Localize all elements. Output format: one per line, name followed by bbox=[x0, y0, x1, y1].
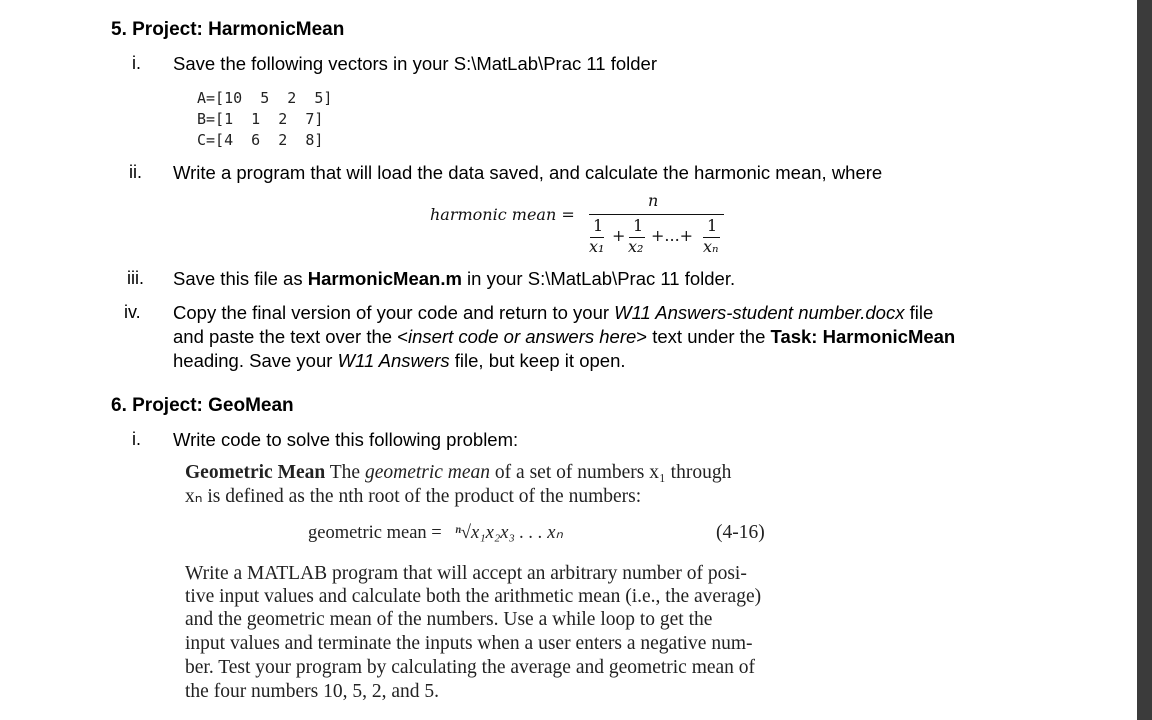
section-5-heading: 5. Project: HarmonicMean bbox=[111, 19, 345, 40]
harmonic-mean-formula bbox=[0, 0, 1137, 270]
step-text bbox=[173, 267, 735, 291]
text-run: > text under the bbox=[636, 326, 771, 347]
step-number: i. bbox=[132, 53, 141, 73]
x2: x₂ bbox=[628, 237, 644, 256]
fraction-bar bbox=[589, 214, 724, 215]
code-line: C=[4 6 2 8] bbox=[197, 131, 324, 149]
code-line: B=[1 1 2 7] bbox=[197, 110, 324, 128]
formula-numerator: n bbox=[648, 191, 659, 210]
section-6-heading: 6. Project: GeoMean bbox=[111, 395, 294, 416]
step-number: iii. bbox=[127, 268, 144, 288]
step-text-line bbox=[173, 349, 626, 373]
text-run: The bbox=[325, 462, 365, 483]
text-run: in your S:\MatLab\Prac 11 folder. bbox=[461, 268, 736, 289]
filename: HarmonicMean.m bbox=[307, 268, 462, 289]
x1: x₁ bbox=[589, 237, 605, 256]
document-name: W11 Answers-student number.docx bbox=[614, 302, 905, 323]
step-text-line bbox=[173, 325, 955, 349]
book-line: tive input values and calculate both the arithmetic mean (i.e., the average) bbox=[185, 586, 762, 607]
book-line bbox=[185, 461, 731, 485]
step-text: Save the following vectors in your S:\MatLab\Prac 11 folder bbox=[173, 53, 657, 74]
text-run: file bbox=[904, 302, 934, 323]
xn: xₙ bbox=[703, 237, 719, 256]
book-line: Write a MATLAB program that will accept an arbitrary number of posi- bbox=[185, 563, 747, 584]
text-run: of a set of numbers x₁ through bbox=[490, 462, 732, 483]
step-number: ii. bbox=[129, 162, 142, 182]
formula-lhs: harmonic mean = bbox=[430, 205, 575, 224]
equation-rhs: ⁿ√x₁x₂x₃ . . . xₙ bbox=[455, 523, 563, 543]
text-run: heading. Save your bbox=[173, 350, 338, 371]
step-number: i. bbox=[132, 429, 141, 449]
placeholder-text: insert code or answers here bbox=[408, 326, 637, 347]
one: 1 bbox=[707, 216, 718, 235]
book-title: Geometric Mean bbox=[185, 462, 326, 483]
plus: + bbox=[612, 226, 626, 245]
task-heading-ref: Task: HarmonicMean bbox=[770, 326, 956, 347]
step-text: Write code to solve this following problem: bbox=[173, 429, 519, 450]
one: 1 bbox=[593, 216, 604, 235]
document-name: W11 Answers bbox=[337, 350, 450, 371]
book-line: xₙ is defined as the nth root of the product of the numbers: bbox=[185, 486, 642, 507]
book-line: ber. Test your program by calculating the average and geometric mean of bbox=[185, 657, 756, 678]
window-edge-dark-bar bbox=[1137, 0, 1152, 720]
one: 1 bbox=[633, 216, 644, 235]
text-run: file, but keep it open. bbox=[449, 350, 626, 371]
text-run: Copy the final version of your code and return to your bbox=[173, 302, 615, 323]
term: geometric mean bbox=[364, 462, 491, 483]
book-line: and the geometric mean of the numbers. Use a while loop to get the bbox=[185, 609, 713, 630]
equation-lhs: geometric mean = bbox=[308, 523, 442, 543]
equation-number: (4-16) bbox=[716, 522, 765, 543]
text-run: Save this file as bbox=[173, 268, 308, 289]
step-number: iv. bbox=[124, 302, 141, 322]
step-text: Write a program that will load the data saved, and calculate the harmonic mean, where bbox=[173, 162, 883, 183]
text-run: and paste the text over the < bbox=[173, 326, 409, 347]
book-line: the four numbers 10, 5, 2, and 5. bbox=[185, 681, 439, 702]
code-line: A=[10 5 2 5] bbox=[197, 89, 333, 107]
step-text-line bbox=[173, 301, 933, 325]
book-line: input values and terminate the inputs when a user enters a negative num- bbox=[185, 633, 753, 654]
dots: +...+ bbox=[651, 226, 694, 245]
